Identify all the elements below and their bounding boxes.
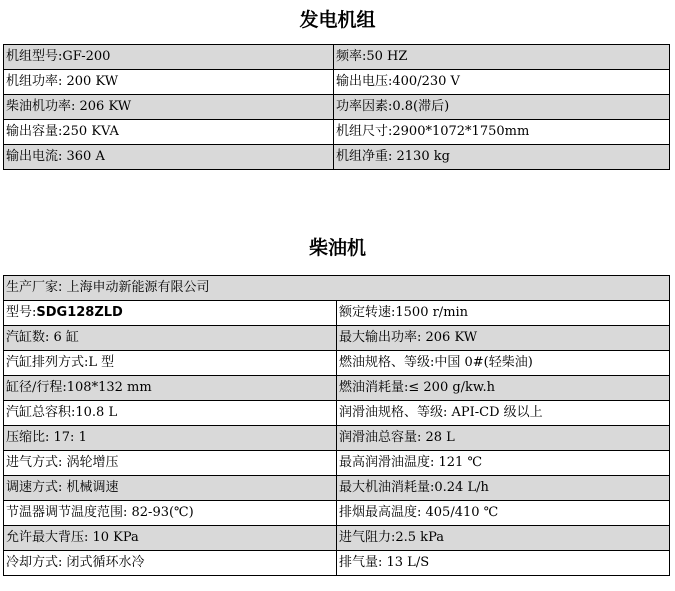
spec-cell: 频率:50 HZ bbox=[334, 45, 670, 70]
table-row bbox=[4, 326, 670, 351]
table-row bbox=[4, 401, 670, 426]
generator-section-title: 发电机组 bbox=[299, 9, 376, 31]
table-row bbox=[4, 451, 670, 476]
model-cell bbox=[4, 301, 337, 326]
spec-cell: 缸径/行程:108*132 mm bbox=[4, 376, 337, 401]
spec-cell: 最大输出功率: 206 KW bbox=[337, 326, 670, 351]
table-row bbox=[4, 376, 670, 401]
engine-spec-table bbox=[3, 275, 670, 576]
spec-cell: 润滑油总容量: 28 L bbox=[337, 426, 670, 451]
spec-cell: 汽缸排列方式:L 型 bbox=[4, 351, 337, 376]
spec-cell: 燃油消耗量:≤ 200 g/kw.h bbox=[337, 376, 670, 401]
spec-cell: 机组型号:GF-200 bbox=[4, 45, 334, 70]
spec-cell: 输出电压:400/230 V bbox=[334, 70, 670, 95]
spec-cell: 排气量: 13 L/S bbox=[337, 551, 670, 576]
table-row bbox=[4, 501, 670, 526]
table-row bbox=[4, 301, 670, 326]
spec-cell: 机组尺寸:2900*1072*1750mm bbox=[334, 120, 670, 145]
spec-cell: 最大机油消耗量:0.24 L/h bbox=[337, 476, 670, 501]
spec-cell: 节温器调节温度范围: 82-93(℃) bbox=[4, 501, 337, 526]
table-row bbox=[4, 95, 670, 120]
generator-spec-table bbox=[3, 44, 670, 170]
table-row bbox=[4, 526, 670, 551]
manufacturer-text: 生产厂家: 上海申动新能源有限公司 bbox=[6, 280, 210, 295]
spec-cell: 冷却方式: 闭式循环水冷 bbox=[4, 551, 337, 576]
spec-cell: 调速方式: 机械调速 bbox=[4, 476, 337, 501]
spec-cell: 汽缸总容积:10.8 L bbox=[4, 401, 337, 426]
manufacturer-cell bbox=[4, 276, 670, 301]
spec-cell: 柴油机功率: 206 KW bbox=[4, 95, 334, 120]
spec-cell: 输出电流: 360 A bbox=[4, 145, 334, 170]
spec-cell: 压缩比: 17: 1 bbox=[4, 426, 337, 451]
table-row bbox=[4, 426, 670, 451]
model-value: SDG128ZLD bbox=[36, 305, 123, 320]
table-row bbox=[4, 276, 670, 301]
spec-cell: 输出容量:250 KVA bbox=[4, 120, 334, 145]
table-row bbox=[4, 145, 670, 170]
table-row bbox=[4, 551, 670, 576]
spec-cell: 汽缸数: 6 缸 bbox=[4, 326, 337, 351]
spec-cell: 机组净重: 2130 kg bbox=[334, 145, 670, 170]
spec-cell: 燃油规格、等级:中国 0#(轻柴油) bbox=[337, 351, 670, 376]
table-row bbox=[4, 476, 670, 501]
spec-cell: 功率因素:0.8(滞后) bbox=[334, 95, 670, 120]
spec-cell: 允许最大背压: 10 KPa bbox=[4, 526, 337, 551]
model-label: 型号: bbox=[6, 305, 37, 320]
table-row bbox=[4, 351, 670, 376]
table-row bbox=[4, 70, 670, 95]
table-row bbox=[4, 120, 670, 145]
spec-cell: 进气阻力:2.5 kPa bbox=[337, 526, 670, 551]
spec-cell: 额定转速:1500 r/min bbox=[337, 301, 670, 326]
spec-cell: 进气方式: 涡轮增压 bbox=[4, 451, 337, 476]
spec-cell: 润滑油规格、等级: API-CD 级以上 bbox=[337, 401, 670, 426]
spec-cell: 机组功率: 200 KW bbox=[4, 70, 334, 95]
spec-cell: 排烟最高温度: 405/410 ℃ bbox=[337, 501, 670, 526]
spec-cell: 最高润滑油温度: 121 ℃ bbox=[337, 451, 670, 476]
engine-section-title: 柴油机 bbox=[308, 237, 366, 259]
table-row bbox=[4, 45, 670, 70]
